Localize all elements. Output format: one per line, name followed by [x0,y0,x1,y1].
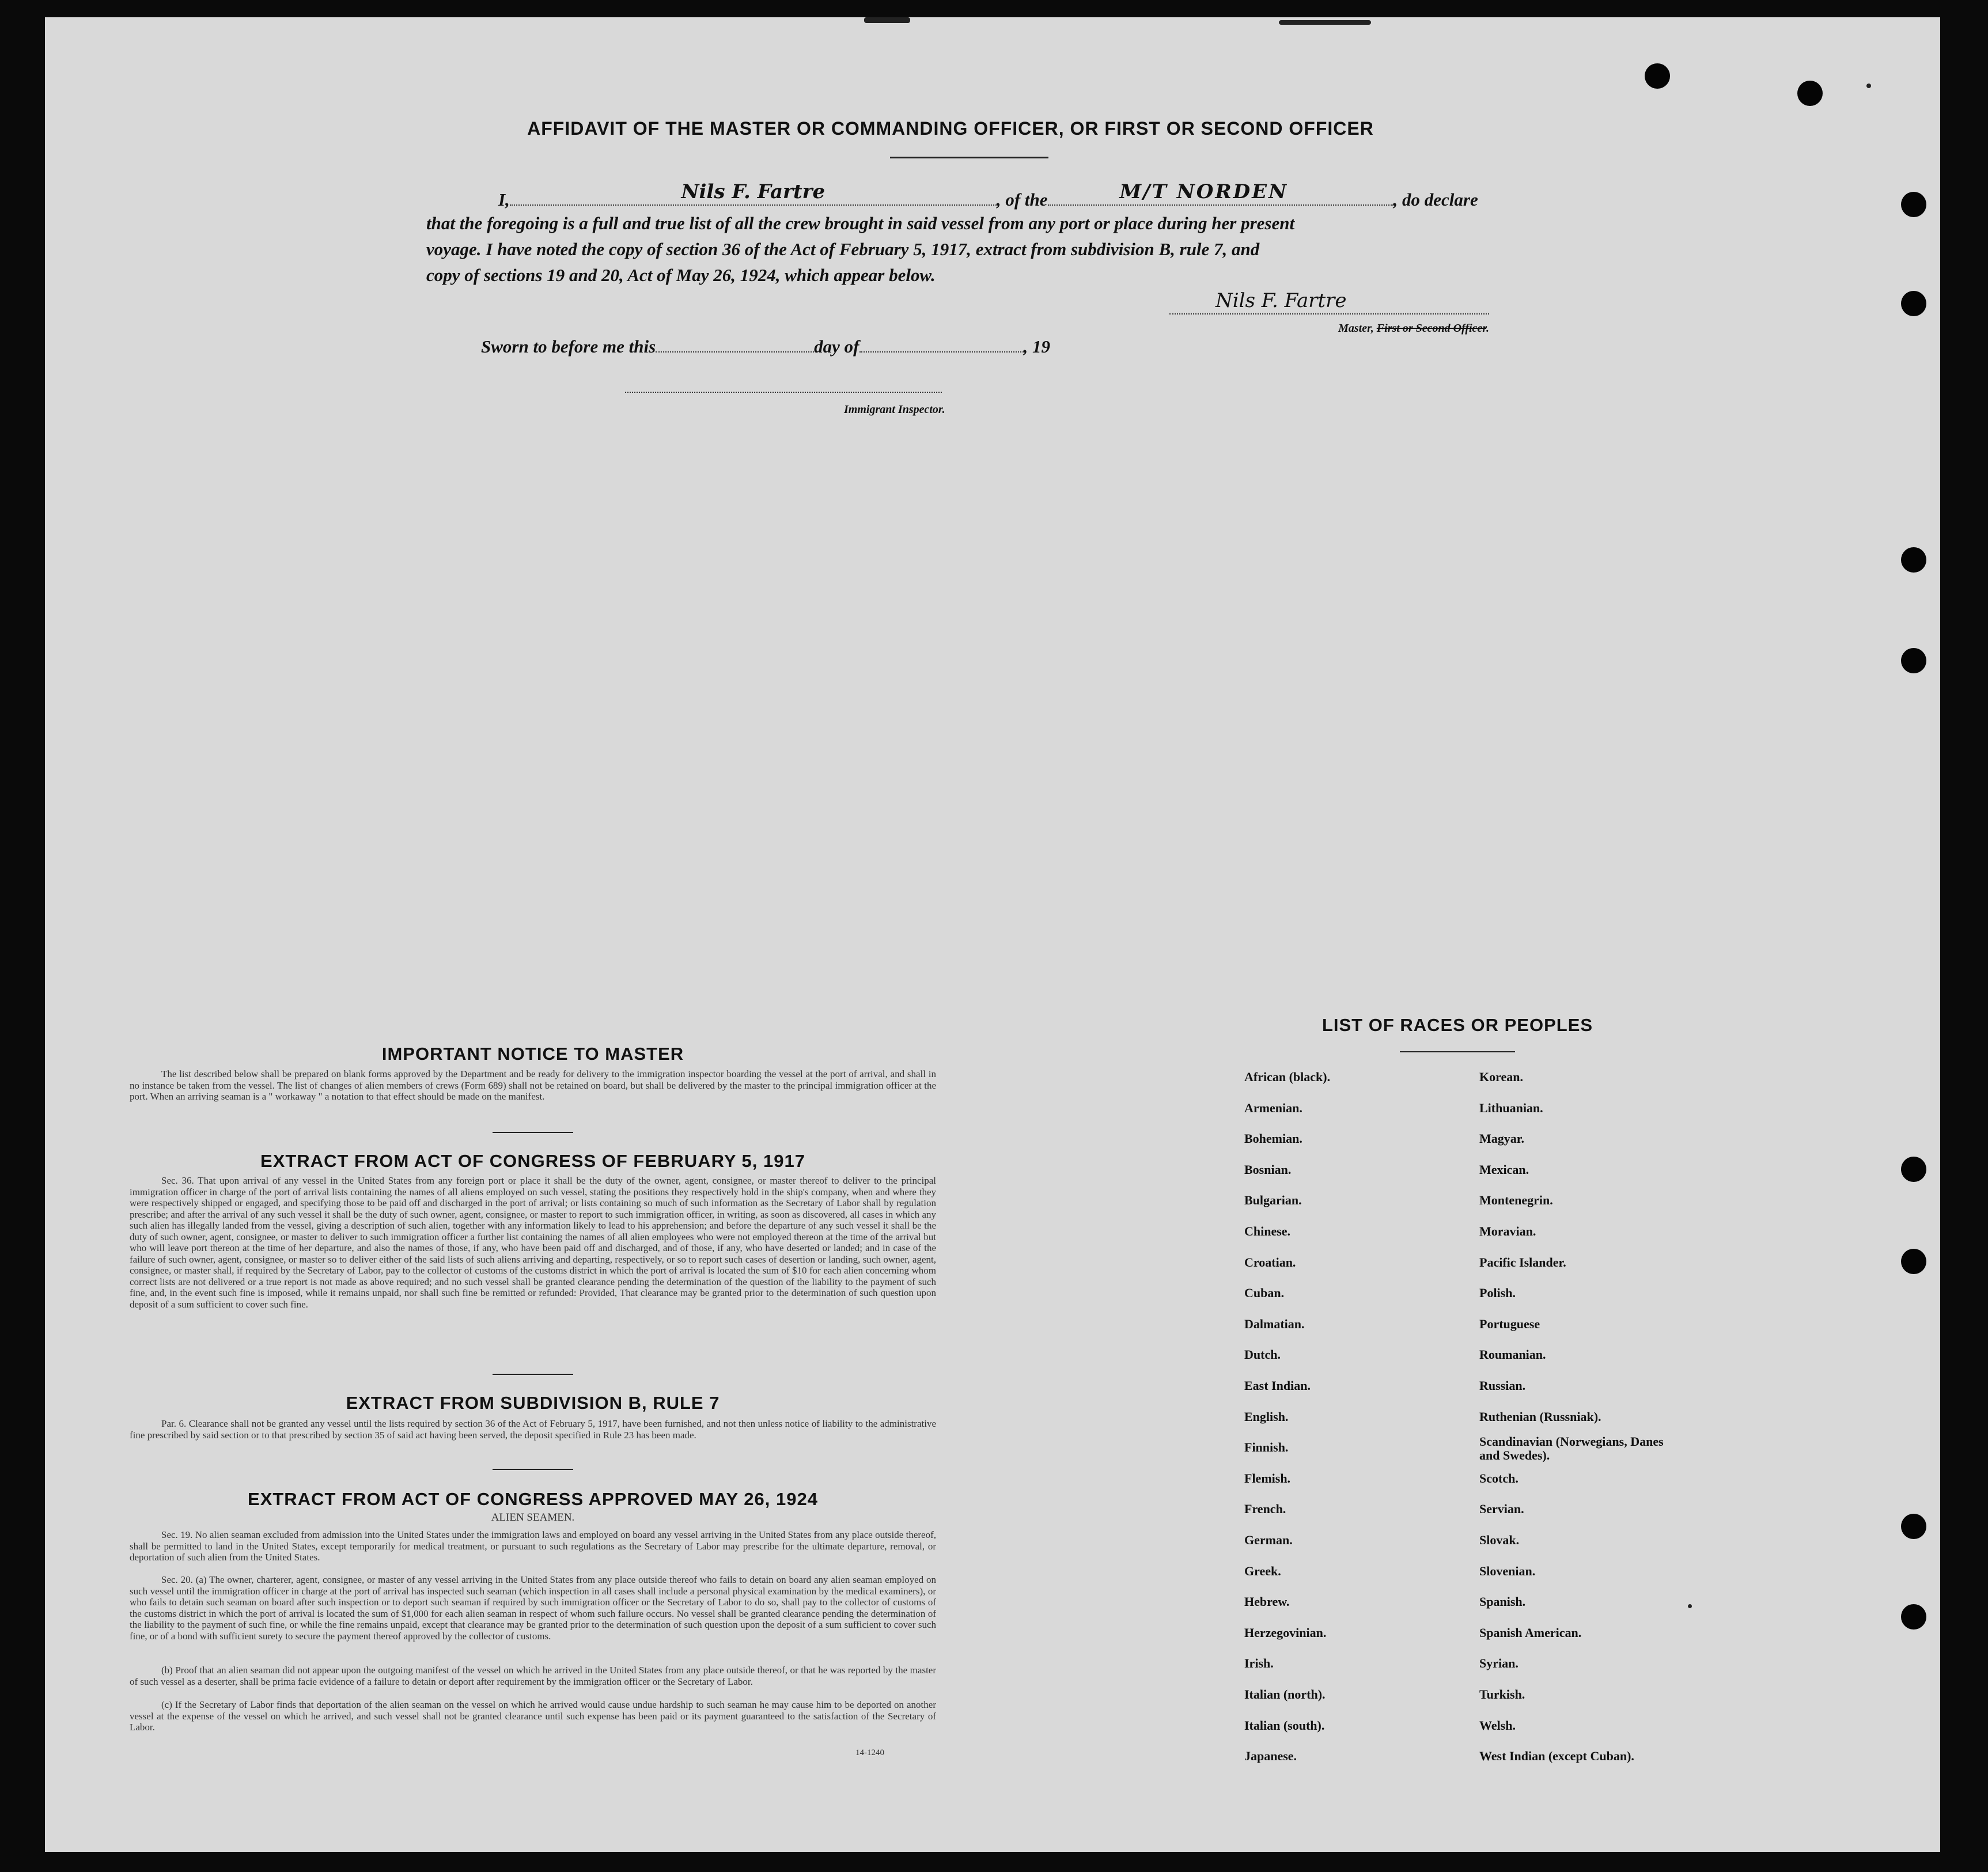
binder-hole [1901,648,1926,673]
extract-1924-sec20c: (c) If the Secretary of Labor finds that deportation of the alien seaman on the vessel on which he arrived would cause undue hardship to such seaman he may cause him to be deported on another vessel at the expense of the vessel on which he arrived, and such vessel shall not be granted clearance until such expense has been paid or its payment guaranteed to the satisfaction of the Secretary of Labor. [130,1699,936,1733]
scan-speck [1279,20,1371,25]
binder-hole [1901,291,1926,316]
race-item: French. [1244,1502,1286,1517]
vessel-name-field[interactable] [1048,180,1394,206]
races-title: LIST OF RACES OR PEOPLES [1321,1015,1593,1035]
race-item: Chinese. [1244,1224,1291,1238]
race-item: Mexican. [1479,1162,1529,1177]
declaration-prefix: I, [498,190,510,210]
races-title-underline [1400,1051,1515,1052]
title-underline [890,157,1048,158]
binder-hole [1901,1514,1926,1539]
signature-title-master: Master, [1338,322,1377,335]
race-item: Japanese. [1244,1749,1297,1764]
scan-speck [1688,1604,1692,1608]
extract-1924-sec20a: Sec. 20. (a) The owner, charterer, agent, consignee, or master of any vessel arriving in the United States from any place outside thereof who fails to detain on board any alien seaman employed on such vessel until the immigration officer in charge at the port of arrival has inspected such seaman (which inspection in all cases shall include a personal physical examination by the medical examiners), or who fails to detain such seaman on board after such inspection or to deport such seaman if required by such immigration officer or the Secretary of Labor to do so, shall pay to the collector of customs of the customs district in which the port of arrival is located the sum of $1,000 for each alien seaman in respect of whom such failure occurs. No vessel shall be granted clearance pending the determination of the liability to the payment of such fine, or while the fine remains unpaid, except that clearance may be granted prior to the determination of such question upon the deposit of a sum sufficient to cover such fine, or of a bond with sufficient surety to secure the payment thereof approved by the collector of customs. [130,1574,936,1642]
race-item: English. [1244,1409,1289,1424]
section-divider [493,1132,573,1133]
master-name-handwritten: Nils F. Fartre [681,180,826,203]
declaration-line-2: that the foregoing is a full and true list of all the crew brought in said vessel from any port or place during her present [426,213,1295,233]
race-item: Pacific Islander. [1479,1255,1566,1270]
race-item: Herzegovinian. [1244,1625,1327,1640]
declaration-line-4: copy of sections 19 and 20, Act of May 26, 1924, which appear below. [426,265,936,285]
section-divider [493,1374,573,1375]
race-item: Hebrew. [1244,1594,1290,1609]
binder-hole [1645,63,1670,89]
vessel-name-handwritten: M/T NORDEN [1119,180,1289,203]
sworn-day-field[interactable] [656,334,814,353]
race-item: Bosnian. [1244,1162,1292,1177]
inspector-signature-line[interactable] [625,392,942,393]
race-item: Irish. [1244,1656,1274,1671]
notice-title: IMPORTANT NOTICE TO MASTER [381,1044,684,1064]
sworn-prefix: Sworn to before me this [481,336,656,357]
race-item: Moravian. [1479,1224,1536,1238]
race-item: Servian. [1479,1502,1524,1517]
race-item: Montenegrin. [1479,1193,1553,1208]
sworn-year: , 19 [1023,336,1050,357]
of-the-text: , of the [996,190,1048,210]
extract-1924-title: EXTRACT FROM ACT OF CONGRESS APPROVED MAY 26, 1924 [248,1489,818,1509]
scan-speck [864,17,910,23]
race-item: Syrian. [1479,1656,1519,1671]
race-item: Cuban. [1244,1286,1285,1301]
signature-title-period: . [1486,322,1489,335]
race-item: Flemish. [1244,1471,1291,1486]
binder-hole [1901,192,1926,217]
signature-title [1169,322,1489,335]
race-item: Polish. [1479,1286,1516,1301]
race-item: West Indian (except Cuban). [1479,1749,1634,1764]
extract-rule7-title: EXTRACT FROM SUBDIVISION B, RULE 7 [346,1393,720,1413]
race-item: Turkish. [1479,1687,1525,1702]
binder-hole [1901,1157,1926,1182]
declaration-line-1 [498,180,1498,210]
race-item: Korean. [1479,1070,1523,1084]
race-item: Roumanian. [1479,1347,1546,1362]
race-item: Scotch. [1479,1471,1519,1486]
race-item: German. [1244,1533,1293,1547]
sworn-day-of: day of [814,336,859,357]
race-item: Magyar. [1479,1131,1525,1146]
do-declare-text: , do declare [1393,190,1478,210]
race-item: Italian (north). [1244,1687,1326,1702]
race-item: Ruthenian (Russniak). [1479,1409,1601,1424]
binder-hole [1901,1604,1926,1630]
extract-1924-sec20b: (b) Proof that an alien seaman did not appear upon the outgoing manifest of the vessel on which he arrived in the United States from any place outside thereof, or that he was reported by the master of such vessel as a deserter, shall be prima facie evidence of a failure to detain or deport after requirement by the immigration officer or the Secretary of Labor. [130,1665,936,1687]
extract-1917-text: Sec. 36. That upon arrival of any vessel in the United States from any foreign port or place it shall be the duty of the owner, agent, consignee, or master thereof to deliver to the principal immigration officer in charge of the port of arrival lists containing the names of all aliens employed on such vessel, stating the positions they respectively hold in the ship's company, when and where they were respectively shipped or engaged, and specifying those to be paid off and discharged in the port of arrival; or lists containing so much of such information as the Secretary of Labor shall by regulation prescribe; and after the arrival of any such vessel it shall be the duty of such owner, agent, consignee, or master to report to such immigration officer, in writing, as soon as discovered, all cases in which any such alien has illegally landed from the vessel, giving a description of such alien, together with any information likely to lead to his apprehension; and before the departure of any such vessel it shall be the duty of such owner, agent, consignee, or master to deliver to such immigration officer a further list containing the names of all alien employees who were not employed thereon at the time of the arrival but who will leave port thereon at the time of her departure, and also the names of those, if any, who have been paid off and discharged, and of those, if any, who have deserted or landed; and in case of the failure of such owner, agent, consignee, or master so to deliver either of the said lists of such aliens arriving and departing, respectively, or so to report such cases of desertion or landing, such owner, agent, consignee, or master shall, if required by the Secretary of Labor, pay to the collector of customs of the customs district in which the port of arrival is located the sum of $10 for each alien concerning whom correct lists are not delivered or a true report is not made as above required; and no such vessel shall be granted clearance pending the determination of the question of the liability to the payment of such fine, and, in the event such fine is imposed, while it remains unpaid, nor shall such fine be remitted or refunded: Provided, That clearance may be granted prior to the determination of such question upon deposit of a sum sufficient to cover such fine. [130,1175,936,1310]
sworn-month-field[interactable] [859,334,1024,353]
section-divider [493,1469,573,1470]
extract-1924-sec19: Sec. 19. No alien seaman excluded from admission into the United States under the immigration laws and employed on board any vessel arriving in the United States from any place outside thereof, shall be permitted to land in the United States, except temporarily for medical treatment, or pursuant to such regulations as the Secretary of Labor may prescribe for the ultimate departure, removal, or deportation of such alien from the United States. [130,1529,936,1563]
race-item: Slovenian. [1479,1563,1536,1578]
race-item: Italian (south). [1244,1718,1325,1733]
race-item: Russian. [1479,1378,1526,1393]
race-item: Dalmatian. [1244,1316,1305,1331]
binder-hole [1901,547,1926,573]
signature-handwritten: Nils F. Fartre [1215,289,1347,312]
extract-1917-title: EXTRACT FROM ACT OF CONGRESS OF FEBRUARY 5, 1917 [260,1151,805,1171]
signature-field[interactable] [1169,288,1489,314]
extract-rule7-text: Par. 6. Clearance shall not be granted any vessel until the lists required by section 36 of the Act of February 5, 1917, have been furnished, and not then unless notice of liability to the administrative fine prescribed by said section or to that prescribed by section 35 of said act having been served, the deposit specified in Rule 23 has been made. [130,1418,936,1441]
race-item: Scandinavian (Norwegians, Danes and Swedes). [1479,1434,1664,1463]
scan-speck [1866,84,1871,88]
notice-text: The list described below shall be prepared on blank forms approved by the Department and be ready for delivery to the immigration inspector boarding the vessel at the port of arrival, and shall in no instance be taken from the vessel. The list of changes of alien members of crews (Form 689) shall not be retained on board, but shall be delivered by the master to the principal immigration officer at the port. When an arriving seaman is a " workaway " a notation to that effect should be made on the manifest. [130,1068,936,1102]
declaration-line-3: voyage. I have noted the copy of section 36 of the Act of February 5, 1917, extract from subdivision B, rule 7, and [426,239,1260,259]
race-item: Croatian. [1244,1255,1296,1270]
race-item: Armenian. [1244,1100,1302,1115]
race-item: Spanish American. [1479,1625,1582,1640]
race-item: Slovak. [1479,1533,1520,1547]
race-item: Greek. [1244,1563,1281,1578]
race-item: Bulgarian. [1244,1193,1302,1208]
master-name-field[interactable] [510,180,997,206]
race-item: Dutch. [1244,1347,1281,1362]
race-item: Bohemian. [1244,1131,1302,1146]
race-item: Lithuanian. [1479,1100,1543,1115]
race-item: Finnish. [1244,1440,1289,1455]
binder-hole [1797,81,1823,106]
race-item: Welsh. [1479,1718,1516,1733]
signature-block [1169,288,1489,335]
race-item: Spanish. [1479,1594,1526,1609]
extract-1924-subtitle: ALIEN SEAMEN. [491,1511,575,1524]
sworn-line [481,334,1050,357]
form-number: 14-1240 [855,1748,884,1757]
race-item: African (black). [1244,1070,1331,1084]
affidavit-title: AFFIDAVIT OF THE MASTER OR COMMANDING OFFICER, OR FIRST OR SECOND OFFICER [527,118,1374,139]
race-item: Portuguese [1479,1316,1540,1331]
inspector-label: Immigrant Inspector. [844,403,945,416]
signature-title-struck: First or Second Officer [1376,322,1486,335]
race-item: East Indian. [1244,1378,1311,1393]
binder-hole [1901,1249,1926,1274]
